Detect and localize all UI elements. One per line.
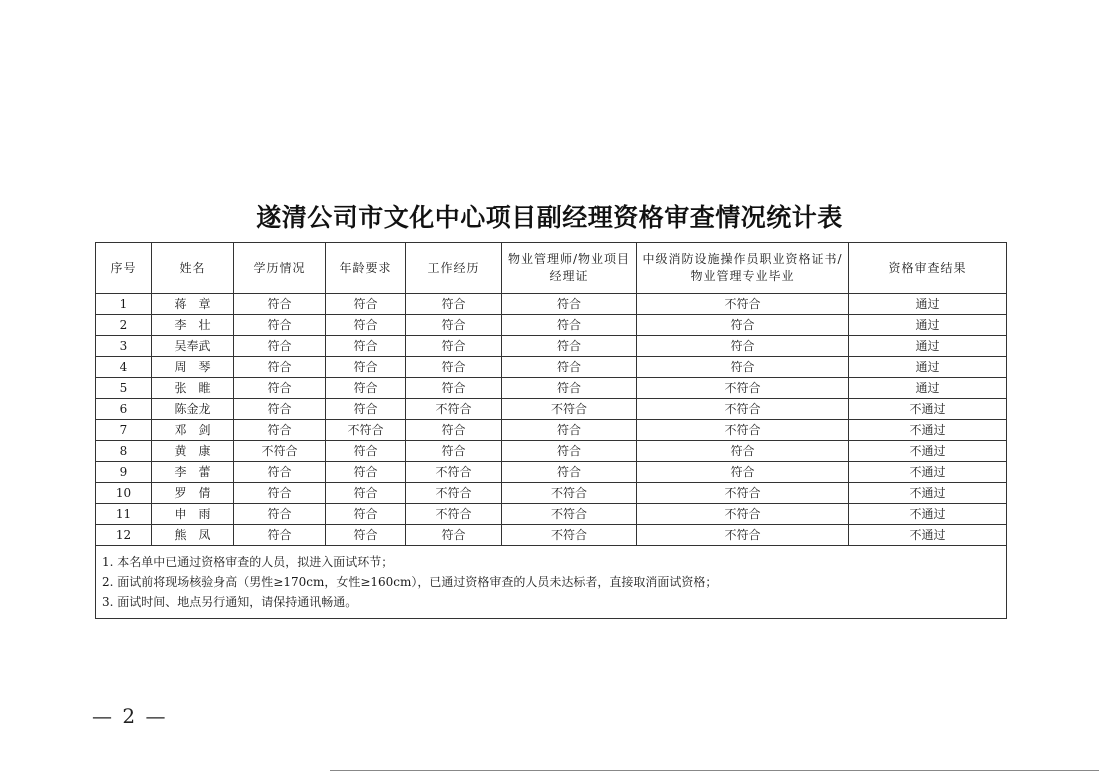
- col-header-fire-cert: 中级消防设施操作员职业资格证书/物业管理专业毕业: [637, 243, 849, 294]
- cell-certificate: 符合: [502, 336, 637, 357]
- cell-index: 2: [96, 315, 152, 336]
- cell-index: 12: [96, 525, 152, 546]
- table-row: [96, 357, 1007, 378]
- table-row: [96, 462, 1007, 483]
- cell-experience: 符合: [406, 378, 502, 399]
- qualification-table: [95, 242, 1007, 619]
- cell-index: 6: [96, 399, 152, 420]
- cell-certificate: 不符合: [502, 504, 637, 525]
- cell-fire-cert: 不符合: [637, 420, 849, 441]
- cell-age: 符合: [326, 315, 406, 336]
- cell-education: 符合: [234, 399, 326, 420]
- cell-index: 8: [96, 441, 152, 462]
- cell-certificate: 符合: [502, 294, 637, 315]
- cell-age: 符合: [326, 441, 406, 462]
- cell-name: 张 睢: [152, 378, 234, 399]
- cell-name: 周 琴: [152, 357, 234, 378]
- table-row: [96, 420, 1007, 441]
- cell-index: 4: [96, 357, 152, 378]
- col-header-age: 年龄要求: [326, 243, 406, 294]
- table-row: [96, 483, 1007, 504]
- cell-name: 黄 康: [152, 441, 234, 462]
- cell-experience: 不符合: [406, 399, 502, 420]
- cell-education: 符合: [234, 315, 326, 336]
- note-3: 3. 面试时间、地点另行通知，请保持通讯畅通。: [102, 595, 358, 609]
- cell-experience: 符合: [406, 294, 502, 315]
- cell-age: 符合: [326, 357, 406, 378]
- cell-index: 5: [96, 378, 152, 399]
- cell-fire-cert: 不符合: [637, 504, 849, 525]
- cell-name: 罗 倩: [152, 483, 234, 504]
- cell-result: 不通过: [849, 525, 1007, 546]
- cell-result: 通过: [849, 336, 1007, 357]
- cell-index: 9: [96, 462, 152, 483]
- cell-certificate: 符合: [502, 441, 637, 462]
- cell-education: 符合: [234, 462, 326, 483]
- table-row: [96, 336, 1007, 357]
- cell-fire-cert: 符合: [637, 462, 849, 483]
- cell-education: 不符合: [234, 441, 326, 462]
- cell-age: 符合: [326, 504, 406, 525]
- cell-index: 7: [96, 420, 152, 441]
- cell-experience: 符合: [406, 336, 502, 357]
- col-header-certificate: 物业管理师/物业项目经理证: [502, 243, 637, 294]
- table-row: [96, 378, 1007, 399]
- cell-name: 熊 凤: [152, 525, 234, 546]
- cell-education: 符合: [234, 336, 326, 357]
- cell-certificate: 符合: [502, 378, 637, 399]
- cell-certificate: 符合: [502, 420, 637, 441]
- cell-result: 通过: [849, 294, 1007, 315]
- bottom-rule: [330, 770, 1099, 771]
- cell-age: 不符合: [326, 420, 406, 441]
- cell-age: 符合: [326, 483, 406, 504]
- col-header-result: 资格审查结果: [849, 243, 1007, 294]
- cell-index: 11: [96, 504, 152, 525]
- notes-cell: [96, 546, 1007, 619]
- cell-age: 符合: [326, 462, 406, 483]
- document-title: 遂清公司市文化中心项目副经理资格审查情况统计表: [256, 203, 843, 232]
- cell-age: 符合: [326, 525, 406, 546]
- table-row: [96, 504, 1007, 525]
- table-row: [96, 294, 1007, 315]
- cell-age: 符合: [326, 399, 406, 420]
- cell-education: 符合: [234, 525, 326, 546]
- cell-fire-cert: 不符合: [637, 483, 849, 504]
- table-row: [96, 441, 1007, 462]
- cell-index: 3: [96, 336, 152, 357]
- cell-education: 符合: [234, 357, 326, 378]
- cell-certificate: 符合: [502, 462, 637, 483]
- table-row: [96, 315, 1007, 336]
- cell-name: 邓 剑: [152, 420, 234, 441]
- cell-experience: 符合: [406, 357, 502, 378]
- table-row: [96, 399, 1007, 420]
- cell-fire-cert: 符合: [637, 357, 849, 378]
- cell-name: 陈金龙: [152, 399, 234, 420]
- note-2: 2. 面试前将现场核验身高（男性≥170cm，女性≥160cm），已通过资格审查的人员未达标者，直接取消面试资格；: [102, 575, 718, 589]
- cell-certificate: 不符合: [502, 483, 637, 504]
- cell-fire-cert: 符合: [637, 441, 849, 462]
- cell-experience: 不符合: [406, 504, 502, 525]
- table-row: [96, 525, 1007, 546]
- cell-fire-cert: 不符合: [637, 525, 849, 546]
- cell-result: 不通过: [849, 504, 1007, 525]
- cell-result: 不通过: [849, 462, 1007, 483]
- cell-experience: 符合: [406, 441, 502, 462]
- cell-certificate: 符合: [502, 315, 637, 336]
- cell-index: 10: [96, 483, 152, 504]
- table-header-row: [96, 243, 1007, 294]
- cell-education: 符合: [234, 294, 326, 315]
- cell-certificate: 不符合: [502, 399, 637, 420]
- note-1: 1. 本名单中已通过资格审查的人员，拟进入面试环节；: [102, 555, 394, 569]
- cell-experience: 不符合: [406, 483, 502, 504]
- cell-fire-cert: 不符合: [637, 294, 849, 315]
- cell-result: 通过: [849, 315, 1007, 336]
- cell-name: 吴奉武: [152, 336, 234, 357]
- col-header-name: 姓名: [152, 243, 234, 294]
- col-header-experience: 工作经历: [406, 243, 502, 294]
- cell-certificate: 不符合: [502, 525, 637, 546]
- cell-education: 符合: [234, 483, 326, 504]
- cell-result: 不通过: [849, 441, 1007, 462]
- cell-age: 符合: [326, 378, 406, 399]
- cell-education: 符合: [234, 420, 326, 441]
- cell-fire-cert: 不符合: [637, 378, 849, 399]
- cell-name: 李 壮: [152, 315, 234, 336]
- cell-fire-cert: 符合: [637, 315, 849, 336]
- cell-education: 符合: [234, 378, 326, 399]
- page-number: — 2 —: [92, 704, 168, 728]
- cell-name: 李 蕾: [152, 462, 234, 483]
- notes-row: [96, 546, 1007, 619]
- cell-experience: 不符合: [406, 462, 502, 483]
- cell-fire-cert: 符合: [637, 336, 849, 357]
- col-header-index: 序号: [96, 243, 152, 294]
- cell-fire-cert: 不符合: [637, 399, 849, 420]
- cell-age: 符合: [326, 294, 406, 315]
- cell-result: 不通过: [849, 420, 1007, 441]
- cell-result: 通过: [849, 378, 1007, 399]
- cell-education: 符合: [234, 504, 326, 525]
- cell-experience: 符合: [406, 315, 502, 336]
- cell-result: 不通过: [849, 483, 1007, 504]
- cell-experience: 符合: [406, 420, 502, 441]
- cell-experience: 符合: [406, 525, 502, 546]
- cell-certificate: 符合: [502, 357, 637, 378]
- cell-result: 通过: [849, 357, 1007, 378]
- col-header-education: 学历情况: [234, 243, 326, 294]
- cell-index: 1: [96, 294, 152, 315]
- cell-name: 申 雨: [152, 504, 234, 525]
- cell-result: 不通过: [849, 399, 1007, 420]
- cell-name: 蒋 章: [152, 294, 234, 315]
- cell-age: 符合: [326, 336, 406, 357]
